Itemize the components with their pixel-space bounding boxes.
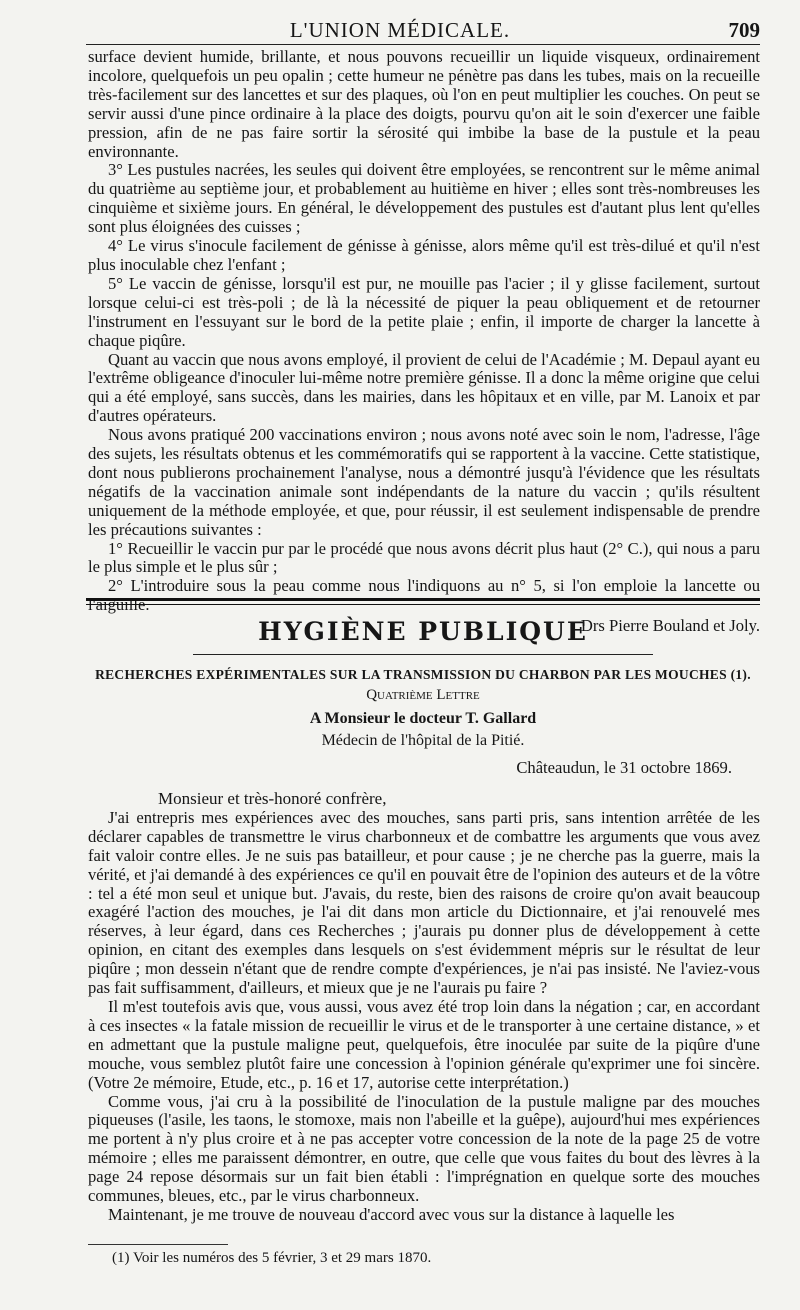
paragraph: 2° L'introduire sous la peau comme nous l'indiquons au n° 5, si l'on emploie la lancette ou l'aiguille. xyxy=(88,576,760,615)
footnote: (1) Voir les numéros des 5 février, 3 et 29 mars 1870. xyxy=(112,1250,432,1266)
letter-addressee: A Monsieur le docteur T. Gallard xyxy=(309,710,537,727)
paragraph: 4° Le virus s'inocule facilement de génisse à génisse, alors même qu'il est très-dilué et qu'il n'est plus inoculable chez l'enfant ; xyxy=(88,236,760,274)
addressee-role: Médecin de l'hôpital de la Pitié. xyxy=(321,732,525,749)
authors-signature: Drs Pierre Bouland et Joly. xyxy=(580,616,760,636)
place-date: Châteaudun, le 31 octobre 1869. xyxy=(516,758,732,777)
title-rule xyxy=(193,654,653,655)
journal-title: L'UNION MÉDICALE. xyxy=(289,18,511,42)
article-subtitle: RECHERCHES EXPÉRIMENTALES SUR LA TRANSMISSION DU CHARBON PAR LES MOUCHES (1). xyxy=(95,667,751,682)
header-rule xyxy=(86,44,760,45)
paragraph: surface devient humide, brillante, et nous pouvons recueillir un liquide visqueux, ordinairement incolore, quelquefois un peu opalin ; cette humeur ne pénètre pas dans les tubes, mais on la recueille très-facilement sur des lancettes et sur des plaques, où l'on en peut multiplier les couches. On peut se servir aussi d'une pince ordinaire à la place des doigts, pourvu qu'on ait le soin d'exercer une faible pression, afin de ne pas faire sortir la sérosité qui imbibe la base de la pustule et la peau environnante. xyxy=(88,47,760,161)
page-number: 709 xyxy=(728,18,760,42)
paragraph: J'ai entrepris mes expériences avec des mouches, sans parti pris, sans intention arrêtée de les déclarer capables de transmettre le virus charbonneux et de combattre les arguments que vous avez fait valoir contre elles. Je ne suis pas batailleur, et pour cause ; je ne cherche pas la guerre, mais la vérité, et j'ai demandé à des expériences ce qu'il en pouvait être de l'opinion des auteurs et de la vôtre : tel a été mon seul et unique but. J'avais, du reste, bien des raisons de croire qu'on avait beaucoup exagéré l'action des mouches, je l'ai dit dans mon article du Dictionnaire, et j'ai renouvelé mes réserves, à leur égard, dans ces Recherches ; j'aurais pu donner plus de développement à cette opinion, en citant des exemples dans lesquels on s'est évidemment mépris sur le résultat de leur piqûre ; mon dessein n'étant que de rendre compte d'expériences, je n'ai pas insisté. Ne l'aviez-vous pas fait suffisamment, d'ailleurs, et mieux que je ne l'aurais pu faire ? xyxy=(88,807,760,998)
section-title: HYGIÈNE PUBLIQUE xyxy=(258,617,588,646)
letter-number: Quatrième Lettre xyxy=(366,687,480,703)
paragraph: Quant au vaccin que nous avons employé, il provient de celui de l'Académie ; M. Depaul ayant eu l'extrême obligeance d'inoculer lui-même notre première génisse. Il a donc la même origine que celui qui a été employé, sans succès, dans les mairies, dans les hôpitaux et en ville, par M. Lanoix et par d'autres opérateurs. xyxy=(88,349,760,426)
section-header xyxy=(86,598,760,778)
paragraph: Nous avons pratiqué 200 vaccinations environ ; nous avons noté avec soin le nom, l'adresse, l'âge des sujets, les résultats obtenus et les commémoratifs qui se rapportent à la vaccine. Cette statistique, dont nous publierons prochainement l'analyse, nous a démontré jusqu'à l'évidence que les résultats négatifs de la vaccination animale sont indépendants de la nature du vaccin ; qu'ils résultent uniquement de la méthode employée, et que, pour réussir, il est seulement indispensable de prendre les précautions suivantes : xyxy=(88,425,760,539)
salutation: Monsieur et très-honoré confrère, xyxy=(158,789,387,808)
paragraph: 5° Le vaccin de génisse, lorsqu'il est pur, ne mouille pas l'acier ; il y glisse facilement, surtout lorsque celui-ci est très-poli ; de là la nécessité de piquer la peau obliquement et de retourner l'instrument en l'essuyant sur le bord de la petite plaie ; enfin, il importe de charger la lancette à chaque piqûre. xyxy=(88,273,760,350)
paragraph: Comme vous, j'ai cru à la possibilité de l'inoculation de la pustule maligne par des mouches piqueuses (l'asile, les taons, le stomoxe, mais non l'abeille et la guêpe), aujourd'hui mes expériences me portent à n'y plus croire et à ne pas accepter votre concession de la note de la page 25 de votre mémoire ; elles me paraissent démontrer, en outre, que celle que vous faites du bout des lèvres à la page 24 repose désormais sur un fait bien établi : l'imprégnation en quelque sorte des mouches communes, bleues, etc., par le virus charbonneux. xyxy=(88,1091,760,1206)
paragraph: 3° Les pustules nacrées, les seules qui doivent être employées, se rencontrent sur le même animal du quatrième au septième jour, et probablement au huitième en hiver ; elles sont très-nombreuses les cinquième et sixième jours. En général, le développement des pustules est d'autant plus lent qu'elles sont plus éloignées des cuisses ; xyxy=(88,160,760,237)
letter-body xyxy=(88,790,760,1225)
paragraph: 1° Recueillir le vaccin pur par le procédé que nous avons décrit plus haut (2° C.), qui nous a paru le plus simple et le plus sûr ; xyxy=(88,538,760,577)
article-continuation xyxy=(88,48,760,636)
footnote-rule xyxy=(88,1244,228,1245)
section-rule xyxy=(86,598,760,605)
paragraph: Il m'est toutefois avis que, vous aussi, vous avez été trop loin dans la négation ; car, en accordant à ces insectes « la fatale mission de recueillir le virus et de le transporter à une certaine distance, » et en admettant que la pustule maligne peut, quelquefois, être inoculée par suite de la piqûre d'une mouche, vous semblez plutôt faire une concession à l'opinion générale qu'exprimer une foi sincère. (Votre 2e mémoire, Etude, etc., p. 16 et 17, autorise cette interprétation.) xyxy=(88,996,760,1092)
running-header xyxy=(0,14,800,48)
paragraph: Maintenant, je me trouve de nouveau d'accord avec vous sur la distance à laquelle les xyxy=(108,1204,675,1224)
